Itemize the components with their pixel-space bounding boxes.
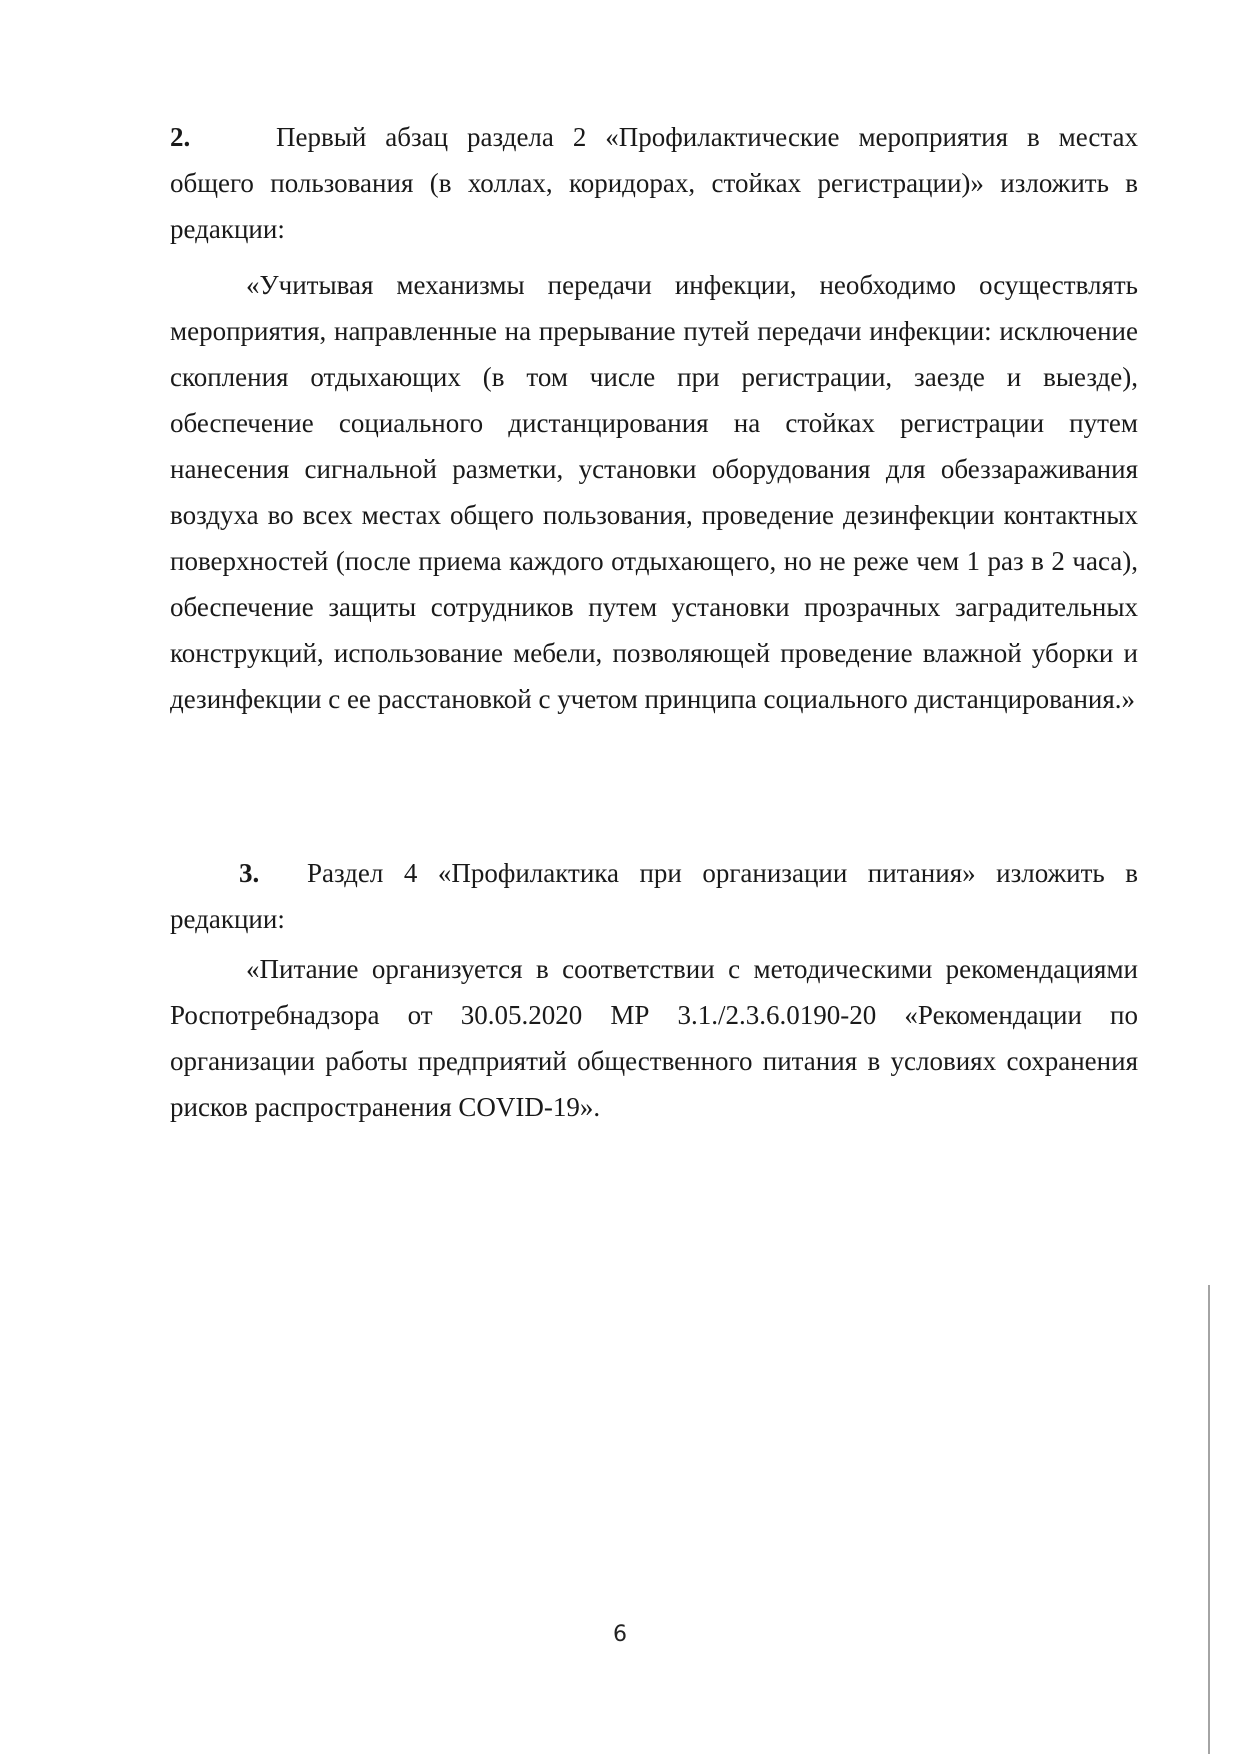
quoted-paragraph-section-2: «Учитывая механизмы передачи инфекции, необходимо осуществлять мероприятия, направленные на прерывание путей передачи инфекции: исключение скопления отдыхающих (в том числе при регистрации, заезде и выезде), обеспечение социального дистанцирования на стойках регистрации путем нанесения сигнальной разметки, установки оборудования для обеззараживания воздуха во всех местах общего пользования, проведение дезинфекции контактных поверхностей (после приема каждого отдыхающего, но не реже чем 1 раз в 2 часа), обеспечение защиты сотрудников путем установки прозрачных заградительных конструкций, использование мебели, позволяющей проведение влажной уборки и дезинфекции с ее расстановкой с учетом принципа социального дистанцирования.» [170,270,1138,714]
paragraph-item-3 [170,850,1138,942]
scan-edge-line [1208,1285,1210,1754]
paragraph-text: Первый абзац раздела 2 «Профилактические мероприятия в местах общего пользования (в холлах, коридорах, стойках регистрации)» изложить в редакции: [170,122,1138,244]
item-number: 3. [239,858,260,888]
paragraph-text: Раздел 4 «Профилактика при организации питания» изложить в редакции: [170,858,1138,934]
item-number: 2. [170,122,191,152]
quoted-paragraph-section-4: «Питание организуется в соответствии с методическими рекомендациями Роспотребнадзора от 30.05.2020 МР 3.1./2.3.6.0190-20 «Рекомендации по организации работы предприятий общественного питания в условиях сохранения рисков распространения COVID-19». [170,954,1138,1122]
page-number: 6 [613,1622,627,1647]
paragraph-item-2 [170,114,1138,252]
